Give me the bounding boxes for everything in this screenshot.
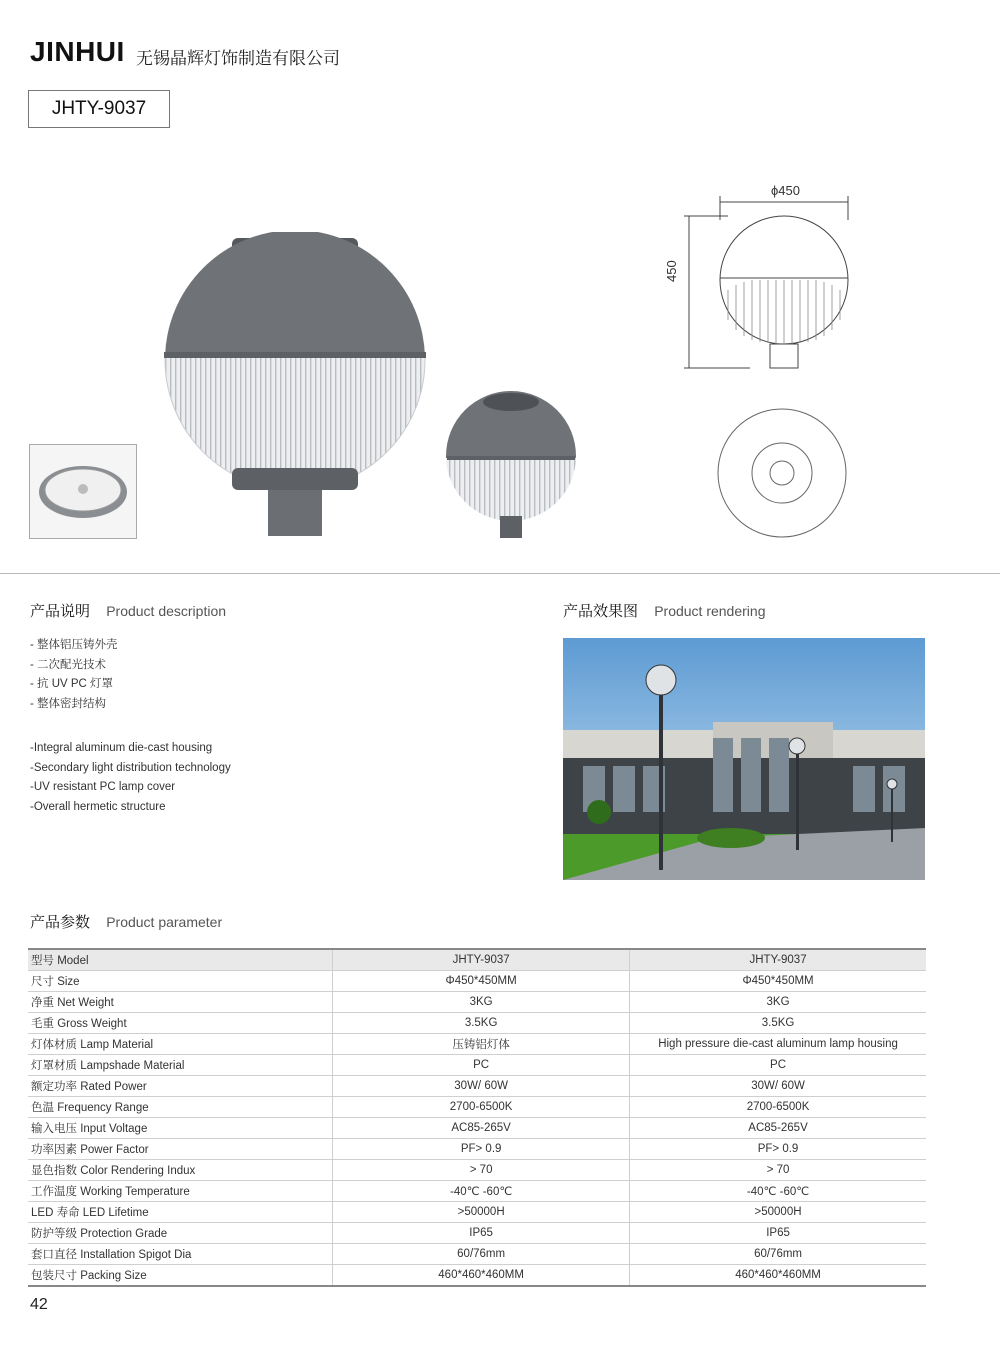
param-value: High pressure die-cast aluminum lamp housing <box>630 1034 926 1055</box>
table-row <box>28 949 926 971</box>
list-item: - 整体铝压铸外壳 <box>30 639 118 651</box>
param-label: 显色指数 Color Rendering Indux <box>28 1160 333 1181</box>
rendering-title-en: Product rendering <box>654 603 766 619</box>
param-value: 3.5KG <box>630 1013 926 1034</box>
lamp-bottom-thumbnail <box>29 444 137 539</box>
table-row <box>28 1055 926 1076</box>
table-row <box>28 1202 926 1223</box>
table-row <box>28 992 926 1013</box>
table-row <box>28 1118 926 1139</box>
table-row <box>28 1160 926 1181</box>
brand-logo: JINHUI <box>30 36 125 67</box>
table-row <box>28 1013 926 1034</box>
param-value: AC85-265V <box>630 1118 926 1139</box>
param-label: 功率因素 Power Factor <box>28 1139 333 1160</box>
section-divider <box>0 573 1000 574</box>
param-value: 60/76mm <box>630 1244 926 1265</box>
technical-drawing <box>680 180 860 550</box>
param-value: 2700-6500K <box>630 1097 926 1118</box>
parameter-title-en: Product parameter <box>106 914 223 930</box>
param-value: -40℃ -60℃ <box>333 1181 630 1202</box>
param-label: 尺寸 Size <box>28 971 333 992</box>
list-item: - 整体密封结构 <box>30 697 107 710</box>
list-item: - 二次配光技术 <box>30 658 107 671</box>
description-list-cn <box>30 636 118 714</box>
table-row <box>28 971 926 992</box>
dimension-width-label: ϕ450 <box>771 183 800 198</box>
dimension-height-label: 450 <box>664 260 679 282</box>
param-label: 色温 Frequency Range <box>28 1097 333 1118</box>
param-value: 2700-6500K <box>333 1097 630 1118</box>
product-rendering-image <box>563 638 925 880</box>
param-value: 460*460*460MM <box>630 1265 926 1287</box>
param-value: Φ450*450MM <box>333 971 630 992</box>
param-value: 3KG <box>630 992 926 1013</box>
param-value: PC <box>630 1055 926 1076</box>
list-item: - 抗 UV PC 灯罩 <box>30 678 114 690</box>
param-value: 3KG <box>333 992 630 1013</box>
param-label: LED 寿命 LED Lifetime <box>28 1202 333 1223</box>
parameter-title-cn: 产品参数 <box>30 914 91 931</box>
table-row <box>28 1076 926 1097</box>
param-value: 30W/ 60W <box>333 1076 630 1097</box>
lamp-small-image <box>444 388 578 542</box>
rendering-title-cn: 产品效果图 <box>563 603 639 620</box>
param-label: 毛重 Gross Weight <box>28 1013 333 1034</box>
param-label: 灯体材质 Lamp Material <box>28 1034 333 1055</box>
list-item: -Integral aluminum die-cast housing <box>30 742 213 754</box>
param-value: PF> 0.9 <box>333 1139 630 1160</box>
param-label: 输入电压 Input Voltage <box>28 1118 333 1139</box>
page-number: 42 <box>30 1296 48 1313</box>
list-item: -UV resistant PC lamp cover <box>30 781 176 793</box>
description-list-en <box>30 739 231 817</box>
description-title-cn: 产品说明 <box>30 603 91 620</box>
param-label: 套口直径 Installation Spigot Dia <box>28 1244 333 1265</box>
company-name: 无锡晶辉灯饰制造有限公司 <box>136 49 340 68</box>
rendering-title <box>563 600 765 621</box>
param-value: 压铸铝灯体 <box>333 1034 630 1055</box>
param-value: PC <box>333 1055 630 1076</box>
param-label: 包装尺寸 Packing Size <box>28 1265 333 1287</box>
list-item: -Secondary light distribution technology <box>30 761 231 774</box>
lamp-large-image <box>160 232 430 542</box>
param-value: JHTY-9037 <box>333 949 630 971</box>
param-value: IP65 <box>630 1223 926 1244</box>
param-label: 防护等级 Protection Grade <box>28 1223 333 1244</box>
param-value: 460*460*460MM <box>333 1265 630 1287</box>
param-value: PF> 0.9 <box>630 1139 926 1160</box>
parameter-table <box>28 948 926 1287</box>
param-value: JHTY-9037 <box>630 949 926 971</box>
description-title <box>30 600 226 621</box>
param-value: >50000H <box>333 1202 630 1223</box>
table-row <box>28 1034 926 1055</box>
param-value: 30W/ 60W <box>630 1076 926 1097</box>
table-row <box>28 1181 926 1202</box>
param-value: -40℃ -60℃ <box>630 1181 926 1202</box>
param-label: 额定功率 Rated Power <box>28 1076 333 1097</box>
param-value: 3.5KG <box>333 1013 630 1034</box>
model-code: JHTY-9037 <box>51 98 147 119</box>
table-row <box>28 1265 926 1287</box>
param-value: 60/76mm <box>333 1244 630 1265</box>
table-row <box>28 1139 926 1160</box>
param-value: > 70 <box>630 1160 926 1181</box>
parameter-title <box>30 911 222 932</box>
param-label: 型号 Model <box>28 949 333 971</box>
model-code-box <box>28 90 170 128</box>
param-label: 工作温度 Working Temperature <box>28 1181 333 1202</box>
param-value: > 70 <box>333 1160 630 1181</box>
description-title-en: Product description <box>106 603 227 619</box>
table-row <box>28 1223 926 1244</box>
param-label: 灯罩材质 Lampshade Material <box>28 1055 333 1076</box>
list-item: -Overall hermetic structure <box>30 800 166 813</box>
param-value: AC85-265V <box>333 1118 630 1139</box>
param-value: IP65 <box>333 1223 630 1244</box>
param-value: >50000H <box>630 1202 926 1223</box>
table-row <box>28 1097 926 1118</box>
param-value: Φ450*450MM <box>630 971 926 992</box>
table-row <box>28 1244 926 1265</box>
param-label: 净重 Net Weight <box>28 992 333 1013</box>
